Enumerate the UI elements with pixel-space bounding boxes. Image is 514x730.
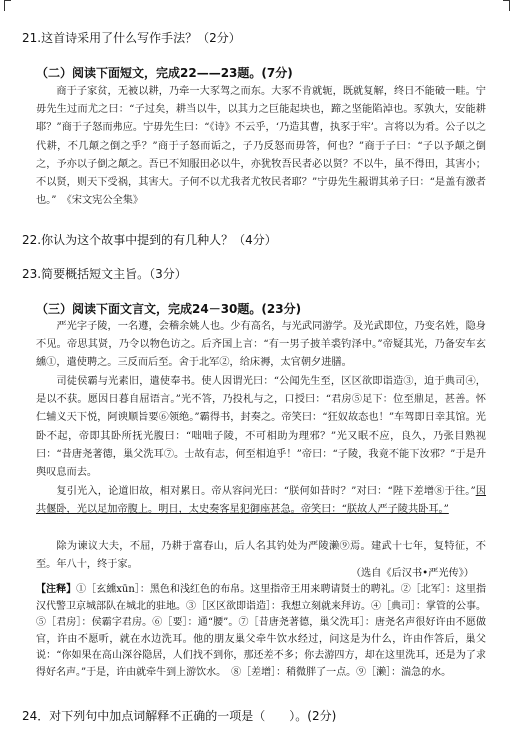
- question-21: 21.这首诗采用了什么写作手法？（2分）: [22, 31, 241, 45]
- crop-mark-left: [4, 0, 11, 11]
- source-citation: （选自《后汉书•严光传》）: [350, 568, 474, 579]
- notes-title: 【注释】: [36, 584, 77, 595]
- passage-3-paragraph-2: 司徒侯霸与光素旧，遣使奉书。使人因谓光曰：“公闻先生至，区区欲即诣造③，迫于典司④，是以不获。愿因日暮自屈语言。”光不答，乃投札与之，口授曰：“君房⑤足下：位至鼎足，甚善。怀仁辅义天下悦，阿谀顺旨要⑥领绝。”霸得书，封奏之。帝笑曰：“狂奴故态也！”车驾即日幸其馆。光卧不起，帝即其卧所抚光腹曰：“咄咄子陵，不可相助为理邪？”光又眠不应，良久，乃张目熟视曰：“昔唐尧著德，巢父洗耳⑦。士故有志，何至相迫乎！”帝曰：“子陵，我竟不能下汝邪？”于是升舆叹息而去。: [36, 376, 486, 479]
- passage-3-paragraph-3: [36, 483, 486, 519]
- passage-3-paragraph-3-text: 复引光入，论道旧故，相对累日。帝从容问光曰：“朕何如昔时？”对曰：“陛下差增⑧于往。”因共偃卧，光以足加帝腹上。明日，太史奏客星犯御座甚急。帝笑曰：“朕故人严子陵共卧耳。”: [36, 486, 487, 516]
- notes-body: ①［玄纁xūn］：黑色和浅红色的布帛。这里指帝王用来聘请贤士的聘礼。②［北军］：这里指汉代警卫京城部队在城北的驻地。③［区区欲即诣造］：我想立刻就来拜访。④［典司］：掌管的公事。⑤［君房］：侯霸字君房。⑥［要］：通“腰”。⑦［昔唐尧著德，巢父洗耳］：唐尧名声很好许由不愿做官，许由不愿听，就在水边洗耳。他的朋友巢父牵牛饮水经过，问这是为什么，许由作答后，巢父说：“你如果在高山深谷隐居，人们找不到你，那还差不多；你去游四方，却在这里洗耳，还是为了求得好名声。”于是，许由就牵牛到上游饮水。 ⑧［差增］：稍微胖了一点。⑨［濑］：湍急的水。: [36, 584, 486, 678]
- passage-3-paragraph-4: 除为谏议大夫，不屈，乃耕于富春山，后人名其钓处为严陵濑⑨焉。建武十七年，复特征，不至。年八十，终于家。: [36, 541, 486, 571]
- section-2-title: （二）阅读下面短文，完成22——23题。(7分): [36, 66, 293, 80]
- passage-2-paragraph: 商于子家贫，无被以耕，乃牵一大豕驾之而东。大豕不肯就轭，既就复解，终日不能破一畦。宁毋先生过而尤之曰：“子过矣，耕当以牛，以其力之巨能起块也，蹄之坚能陷淖也。豕孰大，安能耕耶？”商于子怒而弗应。宁毋先生曰：“《诗》不云乎，‘乃造其曹，执豕于牢’。言将以为肴。公子以之代耕，不几颠之倒之乎？”商于子怒而诟之，子乃反怒而毋答，何也？”商于子曰：“子以予颠之倒之，予亦以子倒之颠之。吾已不知服田必以牛，亦犹牧吾民者必以贤？不以牛，虽不得田，其害小；不以贤，则天下受祸，其害大。子何不以尤我者尤牧民者耶？”宁毋先生赧谓其弟子曰：“是盖有激者也。” 《宋文宪公全集》: [36, 86, 486, 207]
- question-23: 23.简要概括短文主旨。（3分）: [22, 267, 187, 281]
- question-22: 22.你认为这个故事中提到的有几种人？（4分）: [22, 233, 277, 247]
- annotations: [36, 582, 486, 682]
- crop-mark-right: [503, 0, 510, 11]
- section-3-title: （三）阅读下面文言文，完成24－30题。(23分): [36, 302, 302, 316]
- underlined-sentence: 因共偃卧，光以足加帝腹上。明日，太史奏客星犯御座甚急。帝笑曰：“朕故人严子陵共卧耳。”: [36, 486, 487, 516]
- question-24: 24．对下列句中加点词解释不正确的一项是（ ）。(2分): [22, 709, 337, 723]
- passage-3-paragraph-1: 严光字子陵，一名遵，会稽余姚人也。少有高名，与光武同游学。及光武即位，乃变名姓，隐身不见。帝思其贤，乃令以物色访之。后齐国上言：“有一男子披羊裘钓泽中。”帝疑其光，乃备安车玄纁①，遣使聘之。三反而后至。舍于北军②，给床褥，太官朝夕进膳。: [36, 321, 486, 369]
